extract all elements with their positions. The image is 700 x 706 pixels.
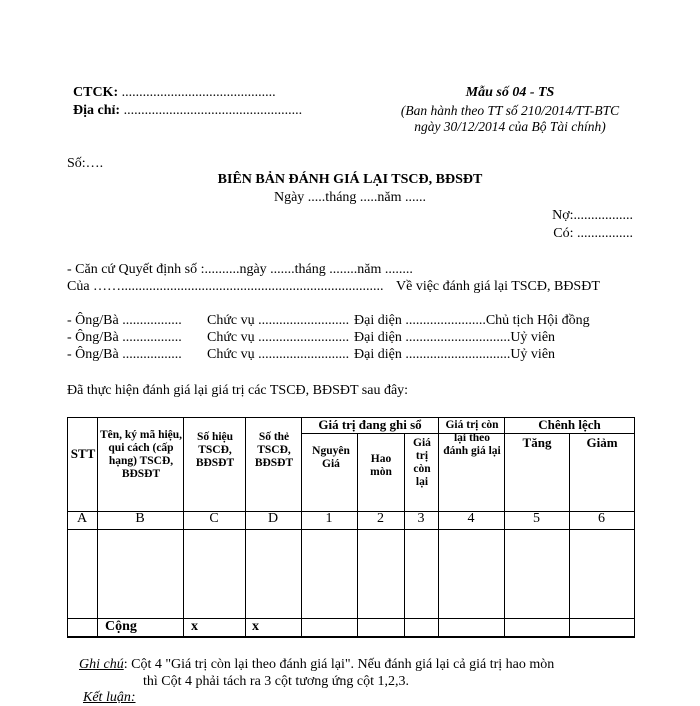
header-original-cost: Nguyên Giá	[312, 445, 350, 470]
header-asset-name: Tên, ký mã hiệu, qui cách (cấp hạng) TSCĐ, BĐSĐT	[99, 429, 183, 480]
header-book-value-group: Giá trị đang ghi sổ	[318, 417, 422, 432]
note-line-1	[79, 657, 554, 673]
member-3-position: Chức vụ ..........................	[207, 347, 350, 362]
document-number: Số:….	[67, 156, 104, 171]
column-code-d: D	[267, 511, 279, 526]
header-residual: Giá trị còn lại	[413, 437, 431, 488]
address-label: Địa chỉ:	[73, 103, 121, 118]
column-code-3: 3	[417, 511, 425, 526]
header-depreciation: Hao mòn	[370, 453, 392, 478]
issued-line-1: (Ban hành theo TT số 210/2014/TT-BTC	[400, 103, 620, 118]
form-number: Mẫu số 04 - TS	[465, 85, 555, 100]
conclusion-label: Kết luận:	[83, 690, 136, 705]
header-stt: STT	[70, 446, 96, 461]
member-1-role: Đại diện .......................Chủ tịch Hội đồng	[354, 313, 590, 328]
member-2-name: - Ông/Bà .................	[67, 330, 182, 345]
header-revalued: Giá trị còn lại theo đánh giá lại	[443, 419, 501, 457]
note-text-1: : Cột 4 "Giá trị còn lại theo đánh giá lại". Nếu đánh giá lại cả giá trị hao mòn	[123, 657, 555, 672]
company-dots: ............................................	[121, 85, 276, 100]
document-title: BIÊN BẢN ĐÁNH GIÁ LẠI TSCĐ, BĐSĐT	[217, 172, 483, 187]
member-3-name: - Ông/Bà .................	[67, 347, 182, 362]
company-line	[73, 85, 276, 101]
member-1-position: Chức vụ ..........................	[207, 313, 350, 328]
revaluation-table	[67, 417, 635, 637]
member-1-name: - Ông/Bà .................	[67, 313, 182, 328]
basis-issuer: Của ……...........................................................................	[67, 279, 384, 294]
column-code-6: 6	[598, 511, 605, 526]
document-date: Ngày .....tháng .....năm ......	[273, 190, 427, 205]
column-code-b: B	[135, 511, 145, 526]
total-row-label: Cộng	[105, 619, 137, 634]
debit-account: Nợ:.................	[552, 208, 633, 223]
column-code-5: 5	[533, 511, 540, 526]
note-line-2: thì Cột 4 phải tách ra 3 cột tương ứng cột 1,2,3.	[143, 674, 409, 689]
member-3-role: Đại diện ..............................Uỷ viên	[354, 347, 556, 362]
column-code-2: 2	[377, 511, 384, 526]
basis-decision: - Căn cứ Quyết định số :..........ngày .......tháng ........năm ........	[67, 262, 413, 277]
header-serial: Số hiệu TSCĐ, BĐSĐT	[195, 431, 235, 469]
member-2-position: Chức vụ ..........................	[207, 330, 350, 345]
company-label: CTCK:	[73, 85, 119, 100]
column-code-4: 4	[467, 511, 475, 526]
intro-text: Đã thực hiện đánh giá lại giá trị các TSCĐ, BĐSĐT sau đây:	[67, 383, 409, 398]
column-code-1: 1	[325, 511, 333, 526]
column-code-c: C	[209, 511, 219, 526]
note-label: Ghi chú	[79, 657, 124, 672]
member-2-role: Đại diện ..............................Uỷ viên	[354, 330, 556, 345]
header-card-number: Số thẻ TSCĐ, BĐSĐT	[254, 431, 294, 469]
column-code-a: A	[76, 511, 88, 526]
issued-line-2: ngày 30/12/2014 của Bộ Tài chính)	[414, 119, 606, 134]
credit-account: Có: ................	[553, 226, 633, 241]
basis-subject: Về việc đánh giá lại TSCĐ, BĐSĐT	[396, 279, 600, 294]
header-increase: Tăng	[522, 435, 552, 450]
header-difference-group: Chênh lệch	[538, 417, 601, 432]
header-decrease: Giảm	[586, 435, 618, 450]
total-row-card: x	[252, 619, 259, 634]
address-line	[73, 103, 302, 119]
total-row-serial: x	[191, 619, 198, 634]
address-dots: ...................................................	[123, 103, 303, 118]
